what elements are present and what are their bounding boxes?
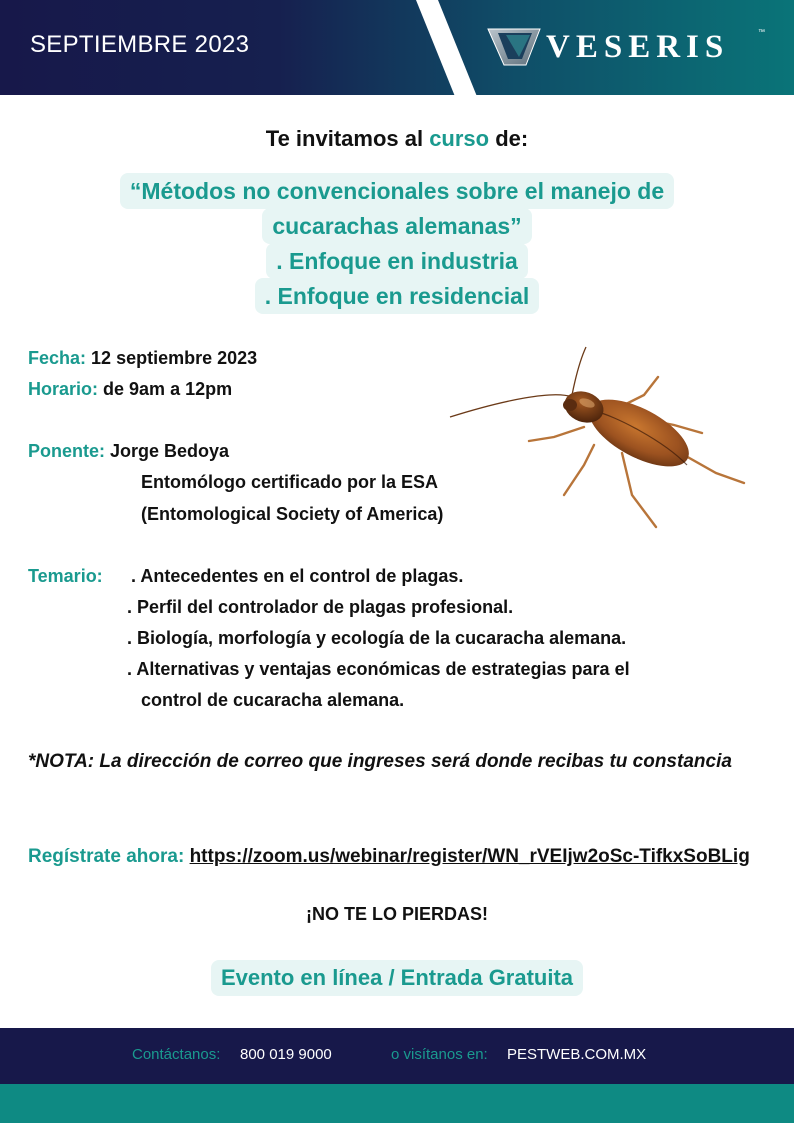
cockroach-image (444, 345, 754, 545)
header-diagonal-stripe (416, 0, 476, 95)
speaker-credential: Entomólogo certificado por la ESA (141, 472, 439, 492)
contact-label: Contáctanos: (132, 1046, 221, 1063)
footer-bar (0, 1028, 794, 1084)
invite-suffix: de: (489, 126, 529, 151)
course-focus-residential: . Enfoque en residencial (255, 278, 540, 314)
footer-teal-band (0, 1084, 794, 1123)
trademark-mark: ™ (758, 29, 765, 36)
course-focus-industry: . Enfoque en industria (266, 243, 528, 279)
date-value: 12 septiembre 2023 (91, 348, 258, 368)
visit-label: o visítanos en: (391, 1046, 488, 1063)
course-title (0, 173, 794, 313)
course-title-line: cucarachas alemanas” (262, 208, 531, 244)
brand-wordmark: VESERIS (546, 29, 730, 65)
speaker-row (28, 439, 229, 463)
speaker-society: (Entomological Society of America) (141, 504, 444, 524)
register-link[interactable]: https://zoom.us/webinar/register/WN_rVEIjw2oSc-TifkxSoBLig (189, 846, 750, 867)
schedule-row (28, 377, 232, 401)
invite-prefix: Te invitamos al (265, 126, 430, 151)
register-block (28, 842, 768, 871)
agenda-label: Temario: (28, 566, 103, 586)
header-banner (0, 0, 794, 95)
schedule-value: de 9am a 12pm (103, 379, 233, 399)
event-badge (0, 960, 794, 996)
veseris-v-icon (486, 27, 542, 67)
email-note: *NOTA: La dirección de correo que ingreses será donde recibas tu constancia (28, 751, 732, 772)
agenda-item: . Biología, morfología y ecología de la cucaracha alemana. (127, 628, 627, 648)
date-label: Fecha: (28, 348, 87, 368)
agenda-item: . Perfil del controlador de plagas profesional. (127, 597, 514, 617)
agenda-item: . Antecedentes en el control de plagas. (131, 566, 464, 586)
website-link[interactable]: PESTWEB.COM.MX (507, 1046, 647, 1063)
invite-heading (0, 126, 794, 152)
speaker-name: Jorge Bedoya (110, 441, 230, 461)
invite-highlight: curso (429, 126, 490, 151)
date-row (28, 346, 257, 370)
agenda-item: . Alternativas y ventajas económicas de estrategias para el (127, 659, 630, 679)
register-label: Regístrate ahora: (28, 846, 185, 867)
contact-phone[interactable]: 800 019 9000 (240, 1046, 332, 1063)
speaker-label: Ponente: (28, 441, 106, 461)
agenda-item-continued: control de cucaracha alemana. (141, 690, 405, 710)
schedule-label: Horario: (28, 379, 99, 399)
course-title-line: “Métodos no convencionales sobre el manejo de (120, 173, 674, 209)
header-month: SEPTIEMBRE 2023 (30, 31, 250, 58)
event-text: Evento en línea / Entrada Gratuita (211, 960, 583, 996)
cta-text: ¡NO TE LO PIERDAS! (305, 904, 488, 924)
veseris-logo (486, 27, 776, 67)
